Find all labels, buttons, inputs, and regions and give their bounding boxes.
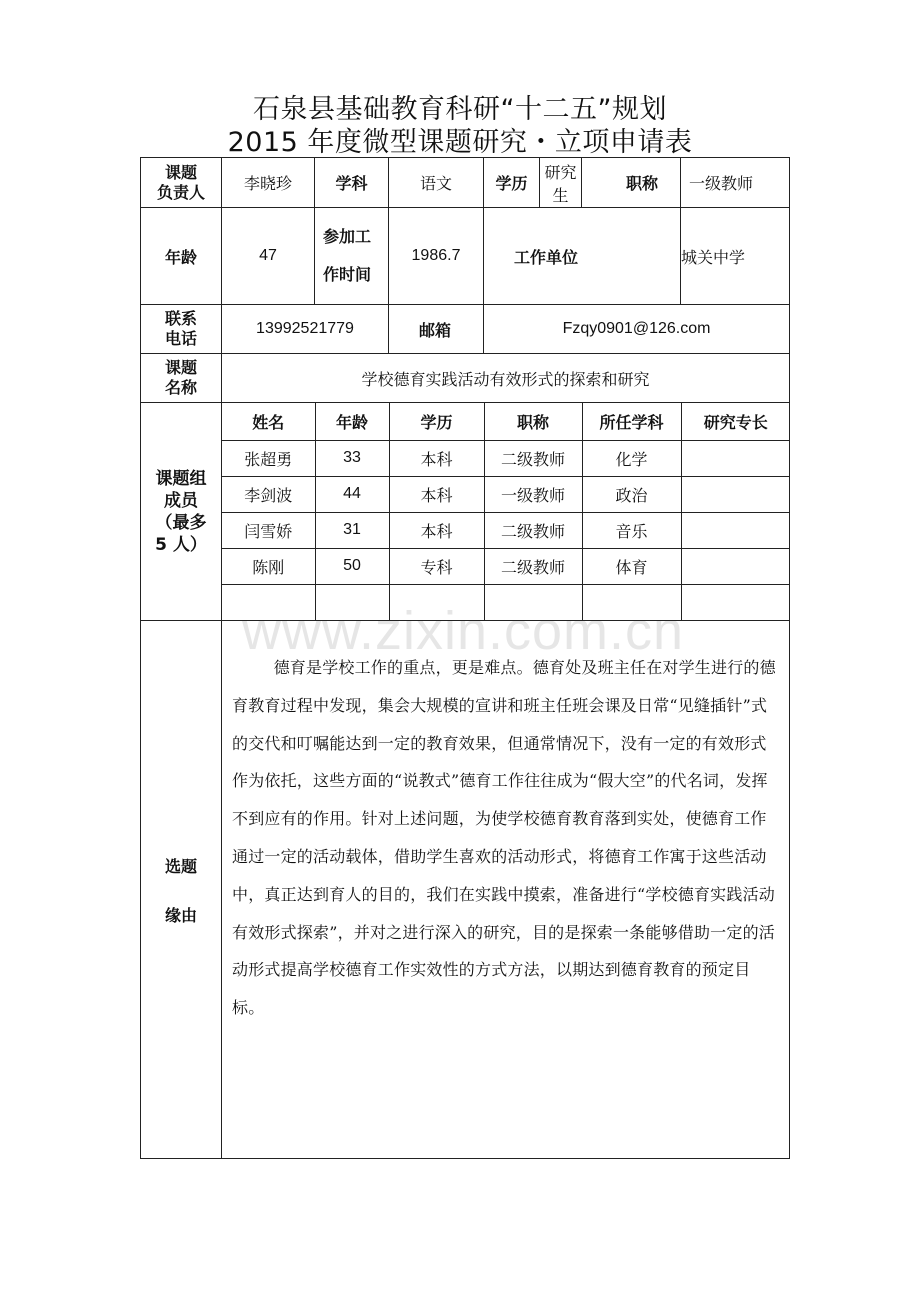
member-subject	[582, 584, 681, 620]
member-name: 陈刚	[222, 548, 315, 584]
member-specialty	[681, 512, 790, 548]
members-header-title: 职称	[484, 403, 582, 440]
member-name	[222, 584, 315, 620]
subject-label: 学科	[315, 158, 389, 208]
leader-row	[141, 158, 790, 208]
member-title: 一级教师	[484, 476, 582, 512]
reason-label-line-2: 缘由	[164, 905, 197, 925]
member-age: 50	[315, 548, 389, 584]
reason-label-line-1: 选题	[164, 856, 197, 876]
reason-text: 德育是学校工作的重点，更是难点。德育处及班主任在对学生进行的德育教育过程中发现，集会大规模的宣讲和班主任班会课及日常“见缝插针”式的交代和叮嘱能达到一定的教育效果，但通常情况下，没有一定的有效形式作为依托，这些方面的“说教式”德育工作往往成为“假大空”的代名词，发挥不到应有的作用。针对上述问题，为使学校德育教育落到实处，使德育工作通过一定的活动载体，借助学生喜欢的活动形式，将德育工作寓于这些活动中，真正达到育人的目的，我们在实践中摸索，准备进行“学校德育实践活动有效形式探索”，并对之进行深入的研究，目的是探索一条能够借助一定的活动形式提高学校德育工作实效性的方式方法，以期达到德育教育的预定目标。	[232, 658, 776, 1018]
phone-row	[141, 305, 790, 354]
work-start-label: 参加工 作时间	[315, 208, 389, 305]
leader-value: 李晓珍	[222, 158, 315, 208]
table-row	[222, 476, 790, 512]
members-header-subject: 所任学科	[582, 403, 681, 440]
member-age: 44	[315, 476, 389, 512]
subject-value: 语文	[389, 158, 484, 208]
member-title: 二级教师	[484, 548, 582, 584]
topic-row	[141, 354, 790, 403]
reason-text-cell	[222, 621, 790, 1159]
member-title: 二级教师	[484, 512, 582, 548]
reason-label	[141, 621, 222, 1159]
age-row	[141, 208, 790, 305]
member-education	[389, 584, 484, 620]
members-header-age: 年龄	[315, 403, 389, 440]
form-title-line-1: 石泉县基础教育科研“十二五”规划	[253, 94, 667, 125]
members-header-name: 姓名	[222, 403, 315, 440]
members-header-education: 学历	[389, 403, 484, 440]
members-table	[222, 403, 790, 620]
workplace-value: 城关中学	[681, 208, 790, 305]
members-cell	[222, 403, 790, 621]
member-name: 闫雪娇	[222, 512, 315, 548]
members-header-row	[222, 403, 790, 440]
education-value: 研究生	[540, 158, 582, 208]
member-subject: 音乐	[582, 512, 681, 548]
member-specialty	[681, 548, 790, 584]
title-label: 职称	[582, 158, 681, 208]
member-age: 33	[315, 440, 389, 476]
member-subject: 政治	[582, 476, 681, 512]
form-title-line-2: 2015 年度微型课题研究・立项申请表	[227, 127, 693, 158]
members-header-specialty: 研究专长	[681, 403, 790, 440]
member-specialty	[681, 440, 790, 476]
phone-value: 13992521779	[222, 305, 389, 354]
member-specialty	[681, 476, 790, 512]
leader-label: 课题 负责人	[141, 158, 222, 208]
topic-value: 学校德育实践活动有效形式的探索和研究	[222, 354, 790, 403]
member-education: 本科	[389, 440, 484, 476]
application-form-table	[140, 157, 790, 1159]
members-label: 课题组 成员 （最多 5 人）	[141, 403, 222, 621]
member-age: 31	[315, 512, 389, 548]
member-education: 本科	[389, 512, 484, 548]
age-label: 年龄	[141, 208, 222, 305]
table-row	[222, 548, 790, 584]
phone-label: 联系 电话	[141, 305, 222, 354]
watermark: www.zixin.com.cn	[241, 601, 685, 661]
title-value: 一级教师	[681, 158, 790, 208]
members-row	[141, 403, 790, 621]
email-value: Fzqy0901@126.com	[484, 305, 790, 354]
member-specialty	[681, 584, 790, 620]
member-education: 本科	[389, 476, 484, 512]
member-age	[315, 584, 389, 620]
table-row	[222, 440, 790, 476]
member-subject: 体育	[582, 548, 681, 584]
member-subject: 化学	[582, 440, 681, 476]
workplace-label: 工作单位	[484, 208, 681, 305]
member-name: 张超勇	[222, 440, 315, 476]
table-row	[222, 584, 790, 620]
member-education: 专科	[389, 548, 484, 584]
topic-label: 课题 名称	[141, 354, 222, 403]
member-title: 二级教师	[484, 440, 582, 476]
table-row	[222, 512, 790, 548]
email-label: 邮箱	[389, 305, 484, 354]
age-value: 47	[222, 208, 315, 305]
member-name: 李剑波	[222, 476, 315, 512]
member-title	[484, 584, 582, 620]
education-label: 学历	[484, 158, 540, 208]
reason-row	[141, 621, 790, 1159]
work-start-value: 1986.7	[389, 208, 484, 305]
